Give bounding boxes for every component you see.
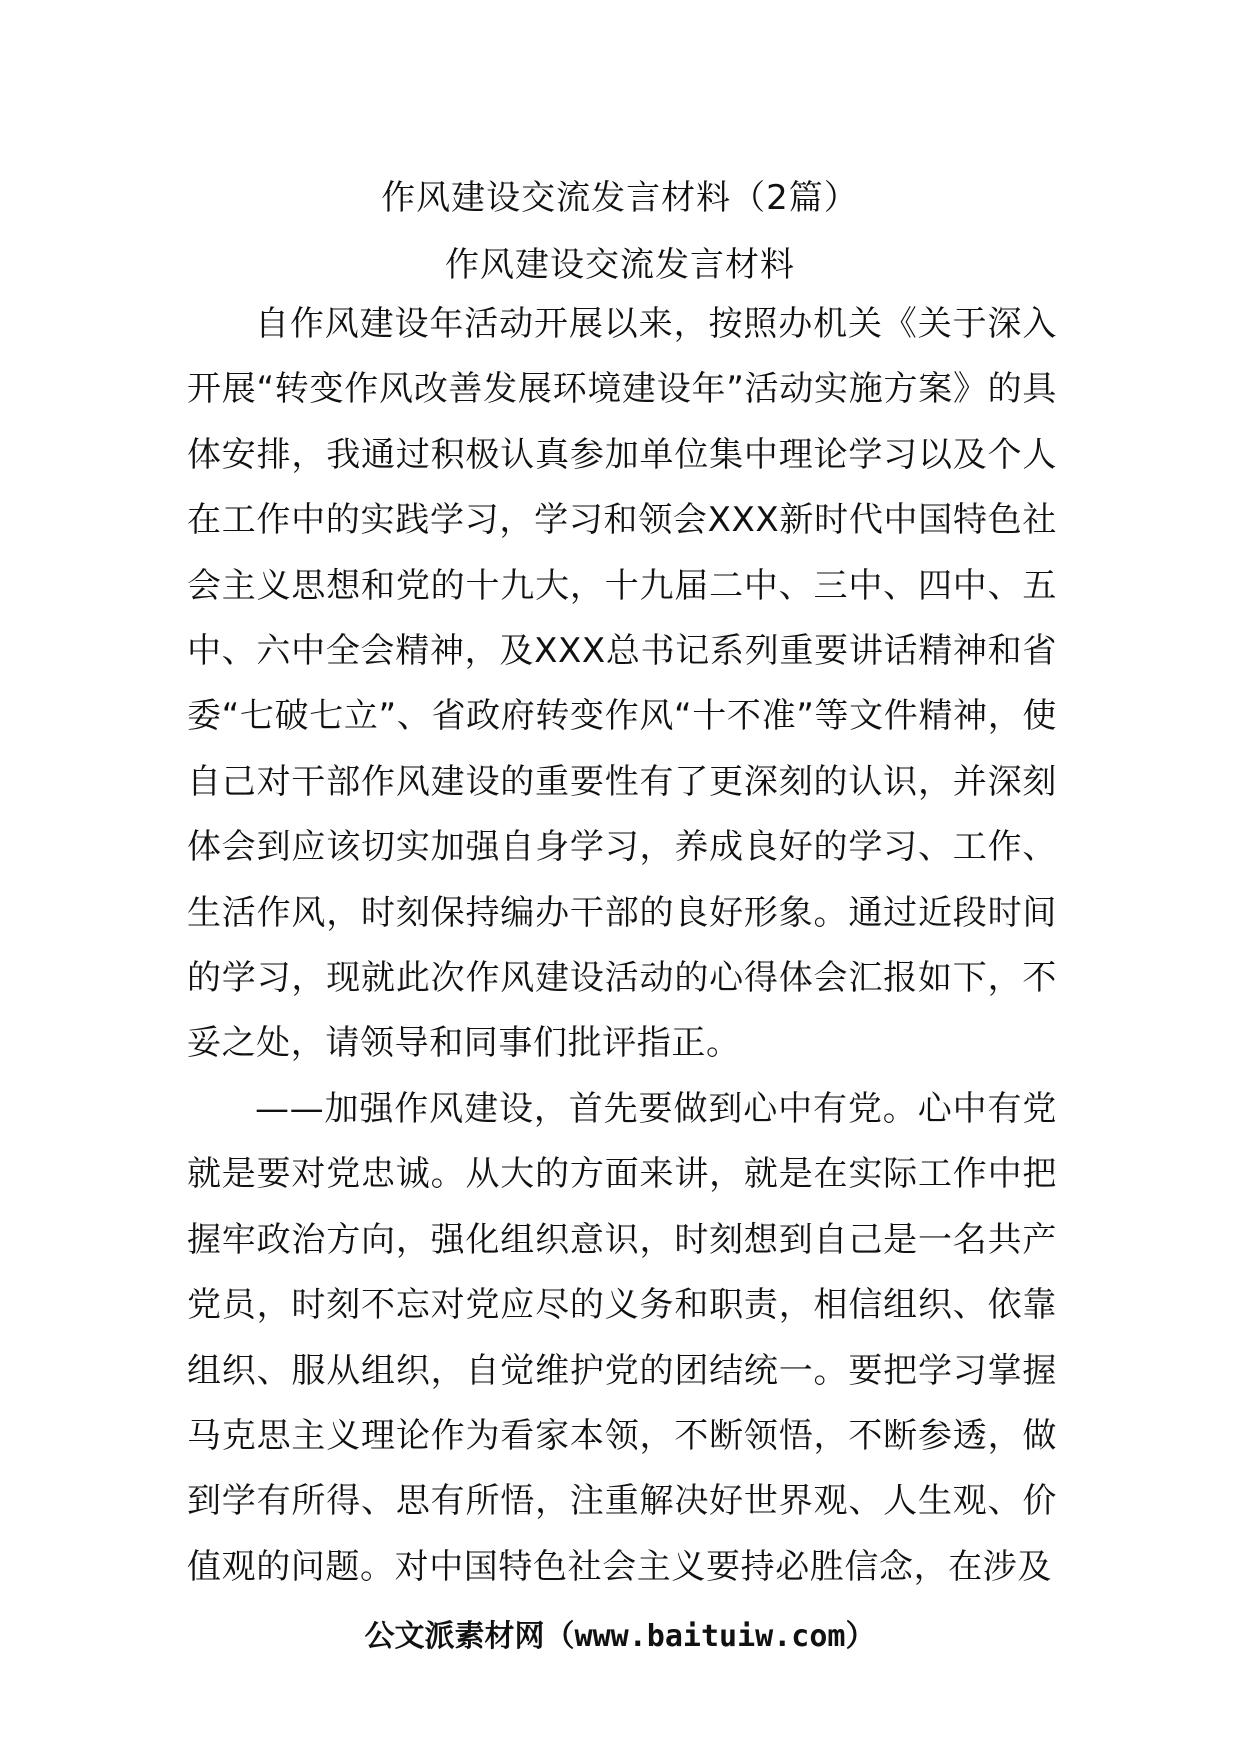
document-body xyxy=(187,292,1057,1600)
paragraph: ——加强作风建设，首先要做到心中有党。心中有党就是要对党忠诚。从大的方面来讲，就是在实际工作中把握牢政治方向，强化组织意识，时刻想到自己是一名共产党员，时刻不忘对党应尽的义务和职责，相信组织、依靠组织、服从组织，自觉维护党的团结统一。要把学习掌握马克思主义理论作为看家本领，不断领悟，不断参透，做到学有所得、思有所悟，注重解决好世界观、人生观、价值观的问题。对中国特色社会主义要持必胜信念，在涉及 xyxy=(187,1088,1057,1587)
paragraph: 自作风建设年活动开展以来，按照办机关《关于深入开展“转变作风改善发展环境建设年”活动实施方案》的具体安排，我通过积极认真参加单位集中理论学习以及个人在工作中的实践学习，学习和领会XXX新时代中国特色社会主义思想和党的十九大，十九届二中、三中、四中、五中、六中全会精神，及XXX总书记系列重要讲话精神和省委“七破七立”、省政府转变作风“十不准”等文件精神，使自己对干部作风建设的重要性有了更深刻的认识，并深刻体会到应该切实加强自身学习，养成良好的学习、工作、生活作风，时刻保持编办干部的良好形象。通过近段时间的学习，现就此次作风建设活动的心得体会汇报如下，不妥之处，请领导和同事们批评指正。 xyxy=(187,304,1057,1064)
document-title: 作风建设交流发言材料（2篇） xyxy=(381,178,859,218)
footer-watermark: 公文派素材网（www.baituiw.com） xyxy=(364,1619,876,1654)
document-subtitle: 作风建设交流发言材料 xyxy=(445,245,795,285)
